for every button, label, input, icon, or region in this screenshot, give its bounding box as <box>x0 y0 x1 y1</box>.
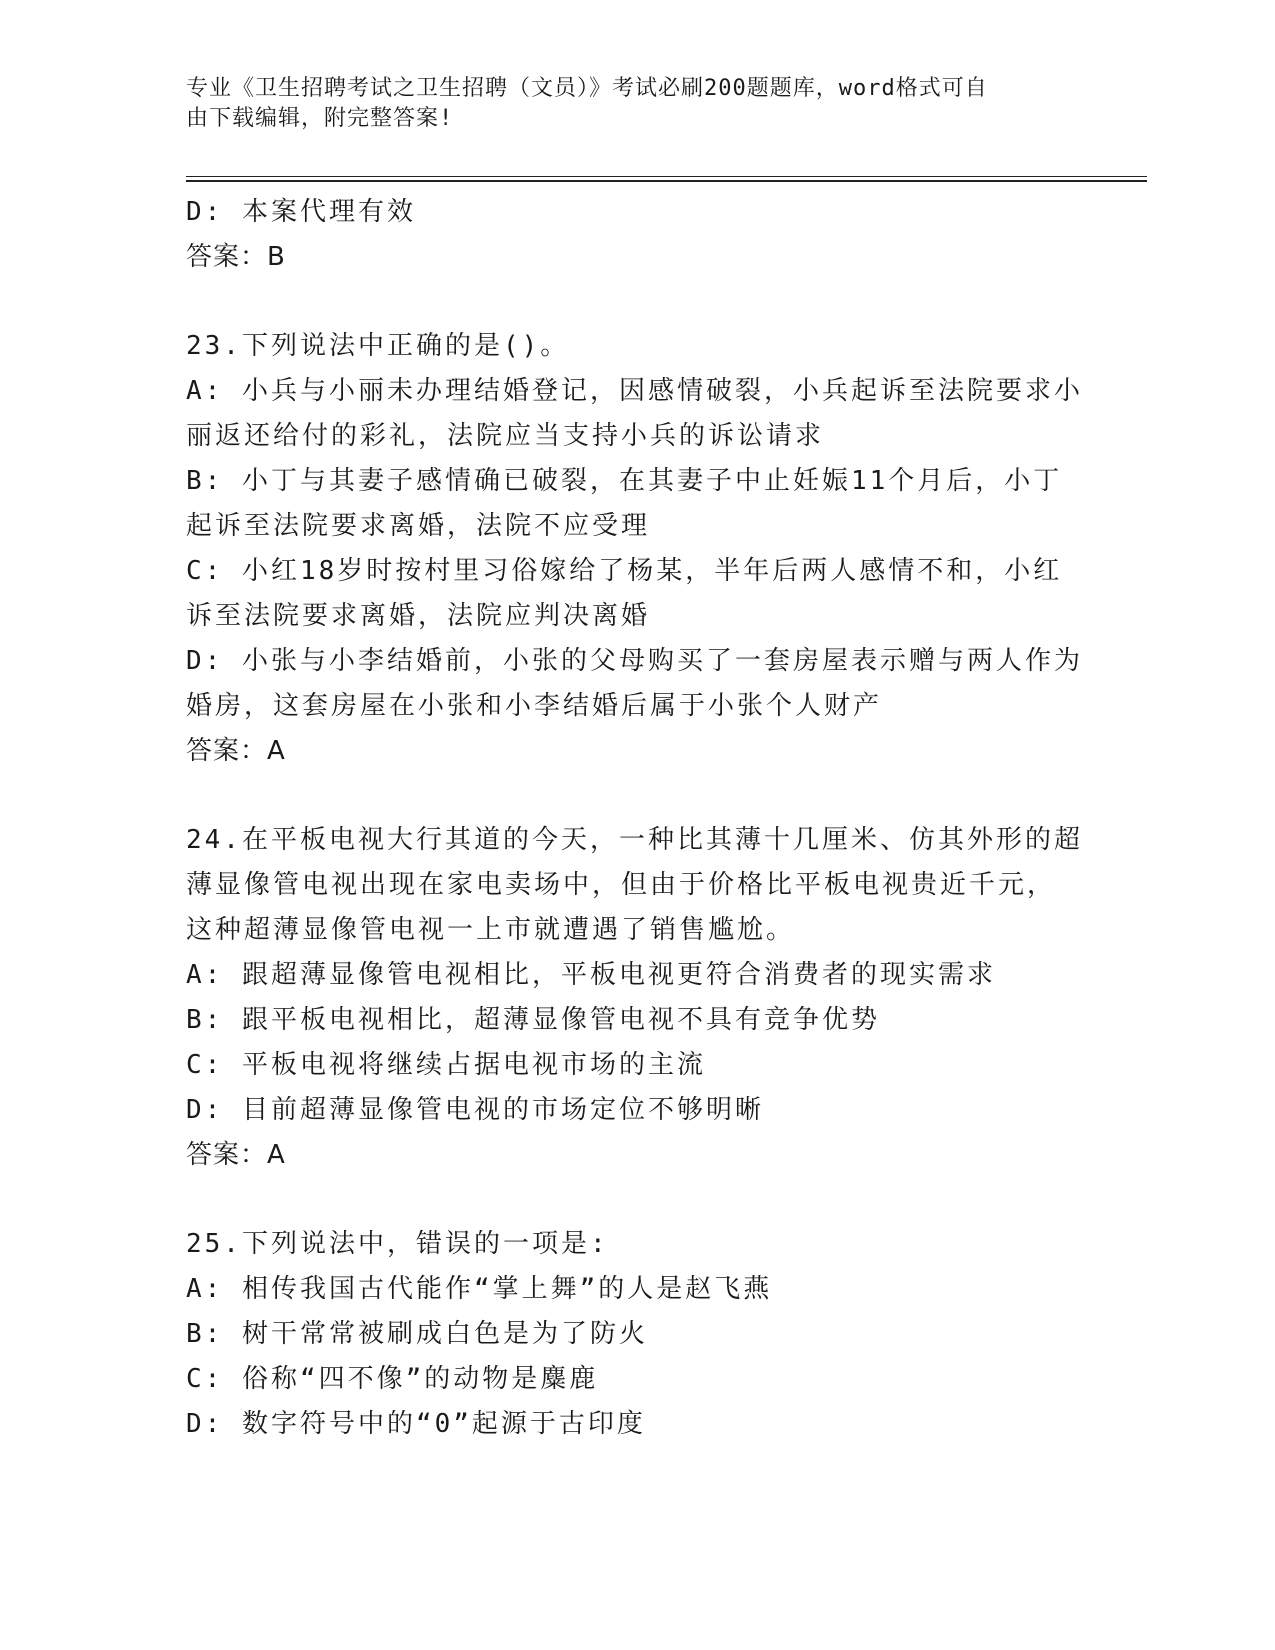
header-title-line-1: 专业《卫生招聘考试之卫生招聘（文员）》考试必刷200题题库，word格式可自 <box>186 76 988 101</box>
question-25 <box>186 1222 1086 1447</box>
question-content <box>186 190 1086 1447</box>
option-d: D: 数字符号中的“0”起源于古印度 <box>186 1409 646 1439</box>
question-23 <box>186 324 1086 774</box>
header-divider-thick <box>186 180 1147 182</box>
option-b: B: 树干常常被刷成白色是为了防火 <box>186 1319 648 1349</box>
option-d-continued: 婚房，这套房屋在小张和小李结婚后属于小张个人财产 <box>186 691 883 721</box>
option-a: A: 跟超薄显像管电视相比，平板电视更符合消费者的现实需求 <box>186 960 996 990</box>
answer: 答案：B <box>186 242 286 272</box>
question-stem: 24.在平板电视大行其道的今天，一种比其薄十几厘米、仿其外形的超 <box>186 825 1083 855</box>
question-24 <box>186 818 1086 1178</box>
question-stem-continued: 这种超薄显像管电视一上市就遭遇了销售尴尬。 <box>186 915 796 945</box>
question-stem: 23.下列说法中正确的是()。 <box>186 331 570 361</box>
option-c: C: 俗称“四不像”的动物是麋鹿 <box>186 1364 599 1394</box>
header-divider-thin <box>186 176 1147 177</box>
option-c: C: 小红18岁时按村里习俗嫁给了杨某，半年后两人感情不和，小红 <box>186 556 1063 586</box>
option-a: A: 小兵与小丽未办理结婚登记，因感情破裂，小兵起诉至法院要求小 <box>186 376 1083 406</box>
header-title-line-2: 由下载编辑，附完整答案! <box>186 106 454 131</box>
option-b-continued: 起诉至法院要求离婚，法院不应受理 <box>186 511 651 541</box>
answer: 答案：A <box>186 736 286 766</box>
option-d: D: 小张与小李结婚前，小张的父母购买了一套房屋表示赠与两人作为 <box>186 646 1083 676</box>
question-stem-continued: 薄显像管电视出现在家电卖场中，但由于价格比平板电视贵近千元， <box>186 870 1057 900</box>
answer: 答案：A <box>186 1140 286 1170</box>
option-d: D: 目前超薄显像管电视的市场定位不够明晰 <box>186 1095 764 1125</box>
question-stem: 25.下列说法中，错误的一项是: <box>186 1229 609 1259</box>
document-header <box>186 74 1066 134</box>
option-a: A: 相传我国古代能作“掌上舞”的人是赵飞燕 <box>186 1274 773 1304</box>
option-d: D: 本案代理有效 <box>186 197 416 227</box>
option-b: B: 小丁与其妻子感情确已破裂，在其妻子中止妊娠11个月后，小丁 <box>186 466 1063 496</box>
option-a-continued: 丽返还给付的彩礼，法院应当支持小兵的诉讼请求 <box>186 421 825 451</box>
option-b: B: 跟平板电视相比，超薄显像管电视不具有竞争优势 <box>186 1005 880 1035</box>
option-c-continued: 诉至法院要求离婚，法院应判决离婚 <box>186 601 651 631</box>
option-c: C: 平板电视将继续占据电视市场的主流 <box>186 1050 706 1080</box>
